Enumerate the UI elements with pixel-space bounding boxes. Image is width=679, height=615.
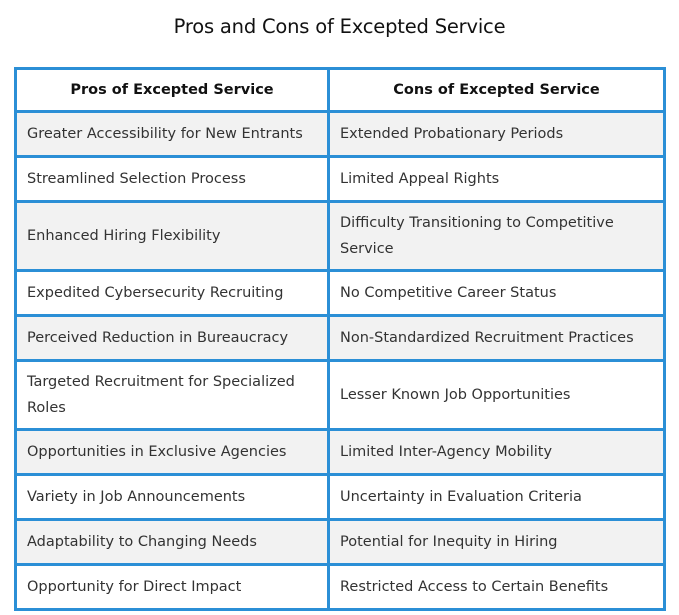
pro-cell: Targeted Recruitment for Specialized Roles xyxy=(16,361,329,430)
table-row xyxy=(16,112,665,157)
con-cell: Potential for Inequity in Hiring xyxy=(329,520,665,565)
table-row xyxy=(16,316,665,361)
header-cons: Cons of Excepted Service xyxy=(329,69,665,112)
pro-cell: Opportunity for Direct Impact xyxy=(16,565,329,610)
table-row xyxy=(16,520,665,565)
table-row xyxy=(16,430,665,475)
con-cell: Lesser Known Job Opportunities xyxy=(329,361,665,430)
con-cell: Limited Inter-Agency Mobility xyxy=(329,430,665,475)
pros-cons-table xyxy=(14,67,666,611)
pro-cell: Adaptability to Changing Needs xyxy=(16,520,329,565)
pro-cell: Opportunities in Exclusive Agencies xyxy=(16,430,329,475)
pro-cell: Greater Accessibility for New Entrants xyxy=(16,112,329,157)
con-cell: Uncertainty in Evaluation Criteria xyxy=(329,475,665,520)
pro-cell: Enhanced Hiring Flexibility xyxy=(16,202,329,271)
pro-cell: Expedited Cybersecurity Recruiting xyxy=(16,271,329,316)
table-header-row xyxy=(16,69,665,112)
pro-cell: Variety in Job Announcements xyxy=(16,475,329,520)
header-pros: Pros of Excepted Service xyxy=(16,69,329,112)
table-row xyxy=(16,271,665,316)
con-cell: Limited Appeal Rights xyxy=(329,157,665,202)
con-cell: No Competitive Career Status xyxy=(329,271,665,316)
con-cell: Extended Probationary Periods xyxy=(329,112,665,157)
con-cell: Restricted Access to Certain Benefits xyxy=(329,565,665,610)
table-row xyxy=(16,361,665,430)
table-row xyxy=(16,157,665,202)
pro-cell: Streamlined Selection Process xyxy=(16,157,329,202)
table-row xyxy=(16,202,665,271)
page-title: Pros and Cons of Excepted Service xyxy=(173,15,506,38)
table-row xyxy=(16,475,665,520)
pro-cell: Perceived Reduction in Bureaucracy xyxy=(16,316,329,361)
table-row xyxy=(16,565,665,610)
con-cell: Non-Standardized Recruitment Practices xyxy=(329,316,665,361)
con-cell: Difficulty Transitioning to Competitive Service xyxy=(329,202,665,271)
